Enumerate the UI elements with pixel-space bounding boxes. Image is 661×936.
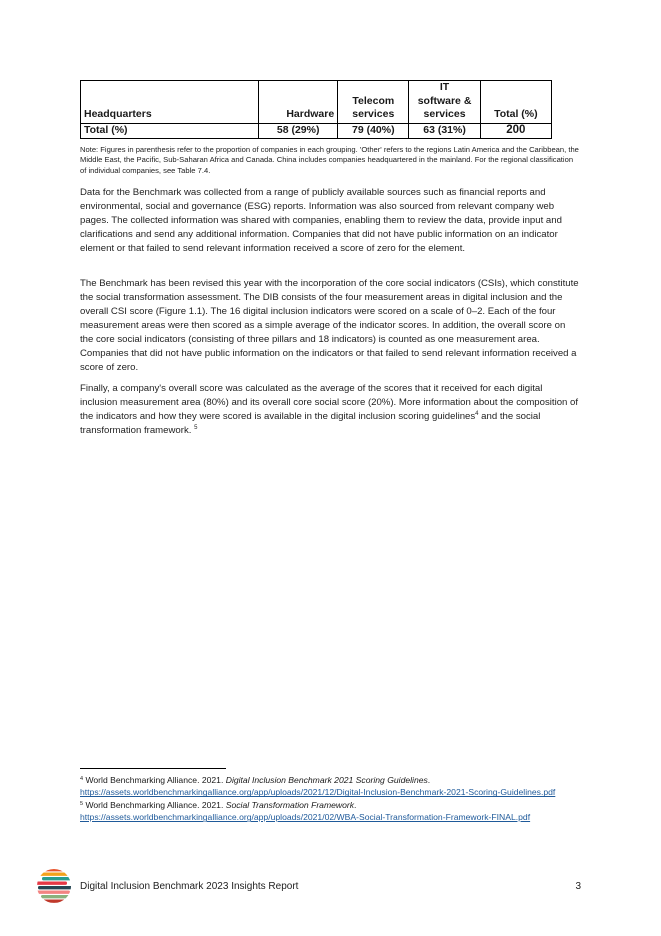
footnote-separator bbox=[80, 768, 226, 769]
row-label-total: Total (%) bbox=[81, 123, 259, 138]
footnote-5 bbox=[80, 799, 585, 824]
logo-stripe bbox=[40, 868, 72, 871]
footnote-4 bbox=[80, 774, 585, 799]
logo-stripe bbox=[36, 873, 69, 876]
footnote-suffix: . bbox=[354, 799, 357, 810]
paragraph-data-collection: Data for the Benchmark was collected from a range of publicly available sources such as financial reports and environmental, social and governance (ESG) reports. Information was also sourced from relevant company web pages. The collected information was shared with companies, enabling them to review the data, provide input and clarifications and send any additional information. Companies that did not have public information on an indicator element or that failed to send relevant information received a score of zero for the element. bbox=[80, 187, 562, 254]
footnote-prefix: World Benchmarking Alliance. 2021. bbox=[83, 775, 226, 785]
footnote-link[interactable]: https://assets.worldbenchmarkingalliance.org/app/uploads/2021/02/WBA-Social-Transformation-Framework-FINAL.pdf bbox=[80, 812, 531, 823]
col-header-it bbox=[409, 81, 480, 124]
logo-stripe bbox=[36, 891, 70, 894]
col-header-telecom-line2: services bbox=[352, 108, 395, 120]
logo-stripe bbox=[36, 882, 67, 885]
col-header-it-line3: services bbox=[423, 108, 466, 120]
table-note: Note: Figures in parenthesis refer to the proportion of companies in each grouping. 'Other' refers to the regions Latin America and the Caribbean, the Middle East, the Pacific, Sub-Saharan Africa and Canada. China includes companies headquartered in the mainland. For the regional classification of individual companies, see Table 7.4. bbox=[80, 145, 579, 175]
table-row-total bbox=[81, 123, 552, 138]
footnote-title: Social Transformation Framework bbox=[225, 799, 355, 810]
headquarters-summary-table bbox=[80, 80, 552, 139]
page-number: 3 bbox=[575, 881, 581, 892]
footnote-prefix: World Benchmarking Alliance. 2021. bbox=[83, 799, 226, 810]
col-header-hardware: Hardware bbox=[259, 81, 338, 124]
footnote-number: 5 bbox=[80, 800, 84, 807]
paragraph-benchmark-revision: The Benchmark has been revised this year with the incorporation of the core social indicators (CSIs), which constitute the social transformation assessment. The DIB consists of the four measurement areas in digital inclusion and the overall CSI score (Figure 1.1). The 16 digital inclusion indicators were scored on a scale of 0–2. Each of the four measurement areas were then scored as a simple average of the indicator scores. In addition, the overall score on the core social indicators (consisting of three pillars and 18 indicators) is counted as one measurement area. Companies that did not have public information on the indicators or that failed to send relevant information received a score of zero. bbox=[80, 278, 579, 373]
col-header-telecom-line1: Telecom bbox=[352, 94, 395, 107]
col-header-headquarters: Headquarters bbox=[81, 81, 259, 124]
footnote-number: 4 bbox=[80, 776, 84, 782]
col-header-it-line1: IT bbox=[439, 81, 450, 93]
logo-stripe bbox=[38, 886, 72, 889]
cell-telecom-total: 79 (40%) bbox=[338, 123, 409, 138]
cell-hardware-total: 58 (29%) bbox=[259, 123, 338, 138]
footnote-link[interactable]: https://assets.worldbenchmarkingalliance.org/app/uploads/2021/12/Digital-Inclusion-Benchmark-2021-Scoring-Guidelines.pdf bbox=[80, 787, 556, 798]
cell-it-total: 63 (31%) bbox=[409, 123, 480, 138]
col-header-it-line2: software & bbox=[417, 94, 472, 107]
paragraph-overall-score-text-end: and the social transformation framework. bbox=[80, 411, 541, 436]
logo-stripe bbox=[42, 877, 72, 880]
footnote-suffix: . bbox=[427, 775, 431, 785]
logo-stripe bbox=[41, 895, 72, 898]
col-header-telecom bbox=[338, 81, 409, 124]
footnotes bbox=[80, 774, 585, 824]
footnote-ref-5[interactable]: 5 bbox=[194, 425, 198, 431]
footnote-ref-4[interactable]: 4 bbox=[475, 411, 479, 417]
table-header-row bbox=[81, 81, 552, 124]
cell-grand-total: 200 bbox=[480, 123, 551, 138]
footnote-title: Digital Inclusion Benchmark 2021 Scoring Guidelines bbox=[225, 775, 428, 785]
logo-stripe bbox=[36, 900, 68, 903]
wba-logo-icon bbox=[36, 868, 72, 904]
col-header-total: Total (%) bbox=[480, 81, 551, 124]
paragraph-overall-score bbox=[80, 382, 580, 438]
paragraph-overall-score-text: Finally, a company's overall score was calculated as the average of the scores that it received for each digital inclusion measurement area (80%) and its overall core social score (20%). More information about the composition of the indicators and how they were scored is available in the digital inclusion scoring guidelines bbox=[80, 383, 579, 422]
footer-report-title: Digital Inclusion Benchmark 2023 Insights Report bbox=[80, 881, 299, 892]
